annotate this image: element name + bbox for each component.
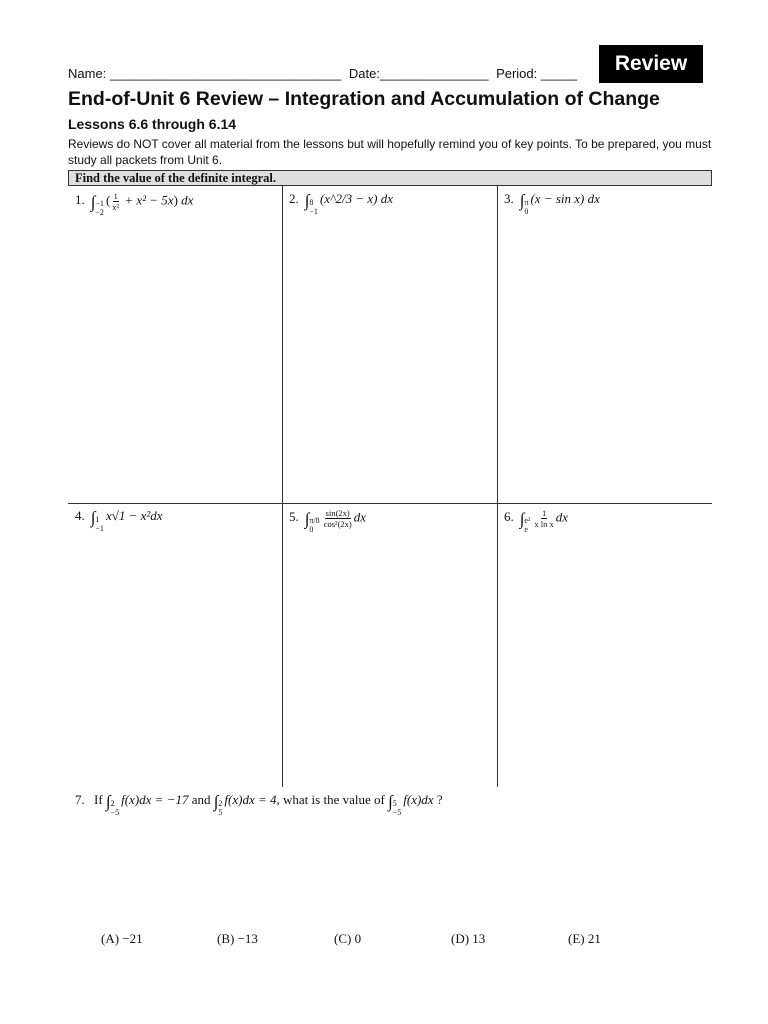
lower-limit: −1 xyxy=(95,524,104,533)
differential: dx xyxy=(587,191,600,206)
lower-limit: 5 xyxy=(218,808,223,817)
integral-sign: ∫ xyxy=(105,792,111,811)
question-text: If xyxy=(94,792,103,807)
integral-limits xyxy=(524,516,530,534)
integrand: f(x)dx xyxy=(403,792,434,807)
integrand: + x² − 5x xyxy=(121,192,174,208)
upper-limit: π/8 xyxy=(309,516,320,526)
differential: dx xyxy=(353,509,367,525)
lower-limit: e xyxy=(524,525,528,535)
integral-sign: ∫ xyxy=(304,191,310,210)
problem-6 xyxy=(504,508,568,534)
choice-b[interactable]: (B) −13 xyxy=(217,931,258,946)
problem-3 xyxy=(504,191,600,216)
date-field[interactable]: _______________ xyxy=(379,66,489,81)
lower-limit: −5 xyxy=(110,808,120,817)
integral-sign: ∫ xyxy=(388,792,393,811)
lower-limit: 0 xyxy=(309,525,314,535)
lower-limit: −2 xyxy=(95,208,104,218)
differential: dx xyxy=(555,509,569,525)
integrand: f(x)dx = 4 xyxy=(224,792,277,807)
fraction xyxy=(324,508,352,529)
page-title: End-of-Unit 6 Review – Integration and Accumulation of Change xyxy=(68,88,660,110)
fraction-numerator: 1 xyxy=(541,508,547,518)
intro-text: Reviews do NOT cover all material from the lessons but will hopefully remind you of key points. To be prepared, you must study all packets from Unit 6. xyxy=(68,137,712,167)
problem-1: 1. ∫ −1 −2 ( $\frac{1}{\text{x²}}$ + x² − 5x) dx xyxy=(75,191,194,218)
integral-limits xyxy=(309,198,318,216)
problem-number: 3. xyxy=(504,191,514,206)
problem-4 xyxy=(75,508,163,533)
choice-d[interactable]: (D) 13 xyxy=(451,931,486,946)
grid-divider-vertical-1 xyxy=(282,186,283,787)
problem-5 xyxy=(289,508,366,534)
integral-limits xyxy=(309,516,319,534)
fraction-numerator: 1 xyxy=(113,191,118,201)
integral-sign: ∫ xyxy=(519,509,525,529)
name-field[interactable]: ________________________________ xyxy=(109,66,342,81)
integral-limits xyxy=(218,799,222,817)
integrand: f(x)dx = −17 xyxy=(121,792,189,807)
fraction-denominator: x ln x xyxy=(534,519,554,529)
upper-limit: 8 xyxy=(309,198,314,207)
integrand: x√1 − x² xyxy=(105,508,151,523)
integral-sign: ∫ xyxy=(213,792,219,811)
question-text: and xyxy=(191,792,211,807)
date-label: Date: xyxy=(348,66,380,81)
upper-limit: e² xyxy=(524,516,531,526)
problem-7 xyxy=(75,792,443,817)
choice-a[interactable]: (A) −21 xyxy=(101,931,143,946)
upper-limit: π xyxy=(524,198,529,207)
differential: dx xyxy=(380,191,394,206)
integral-limits xyxy=(524,198,528,216)
integral-sign: ∫ xyxy=(90,192,96,212)
upper-limit: 5 xyxy=(392,799,397,808)
fraction-denominator: cos²(2x) xyxy=(323,519,352,529)
integrand: (x − sin x) xyxy=(530,191,588,206)
instruction-bar: Find the value of the definite integral. xyxy=(68,170,712,186)
lower-limit: −5 xyxy=(392,808,402,817)
upper-limit: 2 xyxy=(218,799,223,808)
integral-limits xyxy=(95,199,104,217)
integral-limits xyxy=(393,799,402,817)
problem-2 xyxy=(289,191,393,216)
upper-limit: −1 xyxy=(95,199,104,209)
integral-limits xyxy=(95,515,104,533)
header-line xyxy=(68,66,577,81)
upper-limit: 1 xyxy=(95,515,100,524)
problem-number: 5. xyxy=(289,509,299,525)
question-end: ? xyxy=(433,792,443,807)
problem-number: 4. xyxy=(75,508,85,523)
grid-divider-horizontal xyxy=(68,503,712,504)
period-label: Period: xyxy=(496,66,538,81)
integral-limits xyxy=(111,799,120,817)
fraction-denominator: x² xyxy=(112,202,120,212)
review-badge: Review xyxy=(599,45,703,83)
problem-number: 7. xyxy=(75,792,85,807)
integrand: (x^2/3 − x) xyxy=(319,191,381,206)
grid-divider-vertical-2 xyxy=(497,186,498,787)
page-subtitle: Lessons 6.6 through 6.14 xyxy=(68,116,237,132)
upper-limit: 2 xyxy=(110,799,115,808)
period-field[interactable]: _____ xyxy=(540,66,578,81)
lower-limit: −1 xyxy=(309,207,318,216)
fraction xyxy=(112,191,119,212)
integral-sign: ∫ xyxy=(304,509,310,529)
integral-sign: ∫ xyxy=(90,508,96,527)
question-text: , what is the value of xyxy=(276,792,385,807)
name-label: Name: xyxy=(68,66,107,81)
fraction-numerator: sin(2x) xyxy=(325,508,350,518)
problem-number: 2. xyxy=(289,191,299,206)
differential: dx xyxy=(150,508,163,523)
differential: dx xyxy=(181,192,194,208)
lower-limit: 0 xyxy=(524,207,529,216)
choice-e[interactable]: (E) 21 xyxy=(568,931,601,946)
problem-number: 6. xyxy=(504,509,514,525)
choice-c[interactable]: (C) 0 xyxy=(334,931,362,946)
problem-number: 1. xyxy=(75,192,85,208)
fraction xyxy=(534,508,553,529)
integral-sign: ∫ xyxy=(519,191,525,210)
